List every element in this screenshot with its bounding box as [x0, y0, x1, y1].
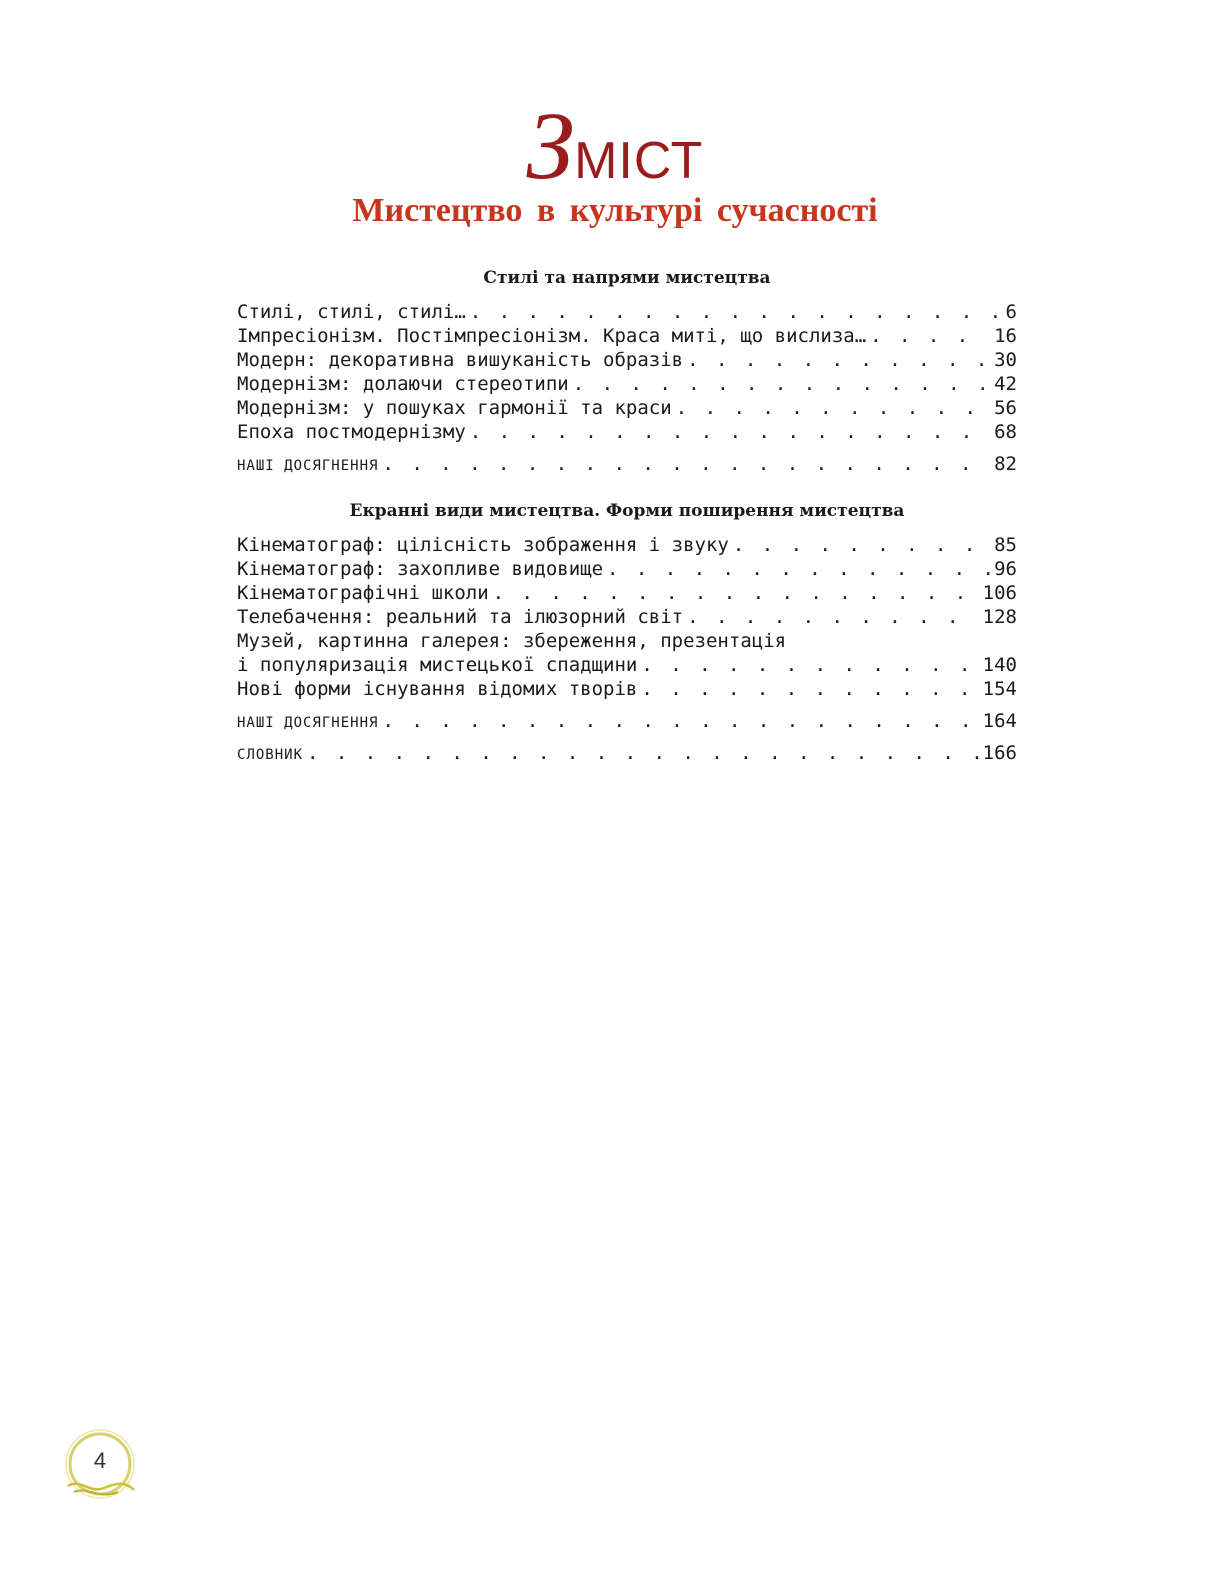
leader-dots [470, 420, 990, 444]
toc-entry-title: Стилі, стилі, стилі… [237, 301, 466, 323]
toc-entry-page: 140 [982, 654, 1017, 676]
toc-entry[interactable] [237, 372, 1017, 396]
toc-entry-title: Кінематограф: захопливе видовище [237, 558, 604, 580]
toc-entry[interactable] [237, 324, 1017, 348]
toc-entry-title: НАШІ ДОСЯГНЕННЯ [237, 458, 379, 474]
leader-dots [307, 741, 979, 765]
toc-entry[interactable] [237, 653, 1017, 677]
leader-dots [382, 709, 978, 733]
toc-section-2 [237, 497, 1017, 765]
toc-entry-page: 82 [994, 453, 1017, 475]
toc-entry-page: 128 [982, 606, 1017, 628]
toc-entry-page: 106 [982, 582, 1017, 604]
toc-entry-page: 164 [982, 710, 1017, 732]
toc-entry-page: 56 [994, 397, 1017, 419]
toc-entry-achievement[interactable] [237, 709, 1017, 733]
section-heading: Стилі та напрями мистецтва [483, 268, 771, 288]
toc-entry-title: Епоха постмодернізму [237, 421, 466, 443]
toc-entry[interactable] [237, 581, 1017, 605]
leader-dots [573, 372, 990, 396]
toc-entry-title: Модернізм: у пошуках гармонії та краси [237, 397, 672, 419]
toc-entry-page: 166 [982, 742, 1017, 764]
leader-dots [470, 300, 1002, 324]
toc-entry-page: 30 [994, 349, 1017, 371]
leader-dots [733, 533, 990, 557]
toc-entry-page: 85 [994, 534, 1017, 556]
toc-entry-title-line1[interactable]: Музей, картинна галерея: збереження, презентація [237, 630, 787, 652]
toc-entry-title: Модернізм: долаючи стереотипи [237, 373, 569, 395]
title-rest: МІСТ [574, 132, 704, 190]
toc-entry[interactable] [237, 396, 1017, 420]
toc-entry-title-line2: і популяризація мистецької спадщини [237, 654, 638, 676]
toc-entry[interactable] [237, 420, 1017, 444]
toc-entry-title: СЛОВНИК [237, 747, 304, 763]
title-initial: З [526, 92, 575, 199]
toc-entry-title: Нові форми існування відомих творів [237, 678, 638, 700]
section-heading: Екранні види мистецтва. Форми поширення мистецтва [349, 501, 905, 521]
toc-section-1 [237, 264, 1017, 476]
toc-entry-glossary[interactable] [237, 741, 1017, 765]
toc-entry-page: 6 [1005, 301, 1017, 323]
toc-entry[interactable] [237, 605, 1017, 629]
toc-entry-page: 68 [994, 421, 1017, 443]
leader-dots [607, 557, 990, 581]
toc-entry-achievement[interactable] [237, 452, 1017, 476]
leader-dots [676, 396, 990, 420]
toc-entry-page: 96 [994, 558, 1017, 580]
leader-dots [641, 677, 978, 701]
page-title [0, 92, 1230, 199]
toc-entry[interactable] [237, 677, 1017, 701]
leader-dots [687, 348, 990, 372]
toc-entry[interactable] [237, 533, 1017, 557]
leader-dots [641, 653, 978, 677]
leader-dots [493, 581, 979, 605]
leader-dots [382, 452, 990, 476]
toc-entry[interactable] [237, 557, 1017, 581]
leader-dots [870, 324, 990, 348]
page-subtitle: Мистецтво в культурі сучасності [352, 192, 878, 229]
toc-entry-title: Модерн: декоративна вишуканість образів [237, 349, 684, 371]
toc-entry-page: 154 [982, 678, 1017, 700]
toc-entry[interactable] [237, 348, 1017, 372]
toc-entry-page: 42 [994, 373, 1017, 395]
toc-entry[interactable] [237, 300, 1017, 324]
toc-entry-title: НАШІ ДОСЯГНЕННЯ [237, 715, 379, 731]
toc-entry-title: Кінематограф: цілісність зображення і звуку [237, 534, 729, 556]
leader-dots [687, 605, 979, 629]
toc-entry-page: 16 [994, 325, 1017, 347]
toc-entry-title: Телебачення: реальний та ілюзорний світ [237, 606, 684, 628]
page-number: 4 [93, 1448, 107, 1473]
toc-entry-title: Кінематографічні школи [237, 582, 489, 604]
toc-entry-title: Імпресіонізм. Постімпресіонізм. Краса миті, що вислиза… [237, 325, 867, 347]
